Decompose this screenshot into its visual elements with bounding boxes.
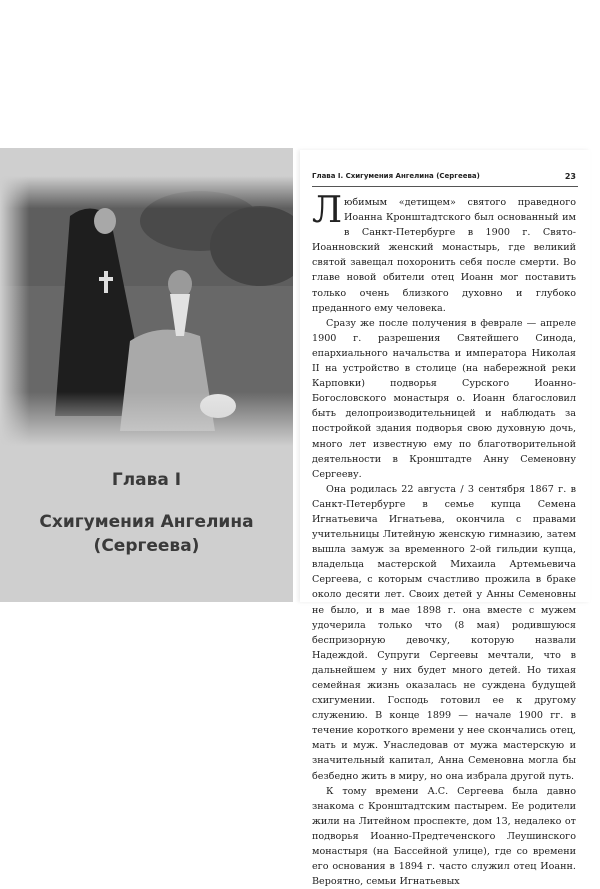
- chapter-title: [0, 510, 293, 558]
- paragraph: [312, 190, 576, 316]
- page-number: 23: [564, 172, 576, 181]
- right-page: [300, 150, 590, 888]
- chapter-title-line1: Схигумения Ангелина: [39, 512, 254, 532]
- paragraph-text: юбимым «детищем» святого праведного Иоанна Кронштадтского был основанный им в Санкт-Петербурге в 1900 г. Свято-Иоанновский женский монастырь, где великий святой завещал похоронить себя после смерти. Во главе новой обители отец Иоанн мог поставить только очень близкого духовно и глубоко преданного ему человека.: [312, 197, 576, 314]
- paragraph: Она родилась 22 августа / 3 сентября 1867 г. в Санкт-Петербурге в семье купца Семена Игнатьевича Игнатьева, окончила с правами учительницы Литейную женскую гимназию, затем вышла замуж за временного 2-ой гильдии купца, владельца мастерской Михаила Артемьевича Сергеева, с которым счастливо прожила в браке около десяти лет. Своих детей у Анны Семеновны не было, и в мае 1898 г. она вместе с мужем удочерила только что (8 мая) родившуюся беспризорную девочку, которую назвали Надеждой. Супруги Сергеевы мечтали, что в дальнейшем у них будет много детей. Но тихая семейная жизнь оказалась не суждена будущей схигумении. Господь готовил ее к другому служению. В конце 1899 — начале 1900 гг. в течение короткого времени у нее скончались отец, мать и муж. Унаследовав от мужа мастерскую и значительный капитал, Анна Семеновна могла бы безбедно жить в миру, но она избрала другой путь.: [312, 483, 576, 782]
- running-header: [312, 172, 578, 187]
- left-page: [0, 148, 293, 602]
- body-text: [312, 190, 576, 889]
- running-head-title: Глава I. Схигумения Ангелина (Сергеева): [312, 172, 480, 180]
- paragraph: Сразу же после получения в феврале — апреле 1900 г. разрешения Святейшего Синода, епархиального начальства и императора Николая II на устройство в столице (на набережной реки Карповки) подворья Сурского Иоанно-Богословского монастыря о. Иоанн благословил быть делопроизводительницей и наблюдать за постройкой здания подворья свою духовную дочь, много лет известную ему по благотворительной деятельности в Кронштадте Анну Семеновну Сергееву.: [312, 317, 576, 480]
- chapter-title-line2: (Сергеева): [93, 536, 200, 556]
- chapter-photo: [0, 176, 293, 446]
- drop-cap: Л: [312, 190, 343, 231]
- paragraph: К тому времени А.С. Сергеева была давно знакома с Кронштадтским пастырем. Ее родители жили на Литейном проспекте, дом 13, недалеко от подворья Иоанно-Предтеченского Леушинского монастыря (на Бассейной улице), где со времени его основания в 1894 г. часто служил отец Иоанн. Вероятно, семьи Игнатьевых: [312, 785, 576, 888]
- chapter-number: Глава I: [111, 470, 182, 490]
